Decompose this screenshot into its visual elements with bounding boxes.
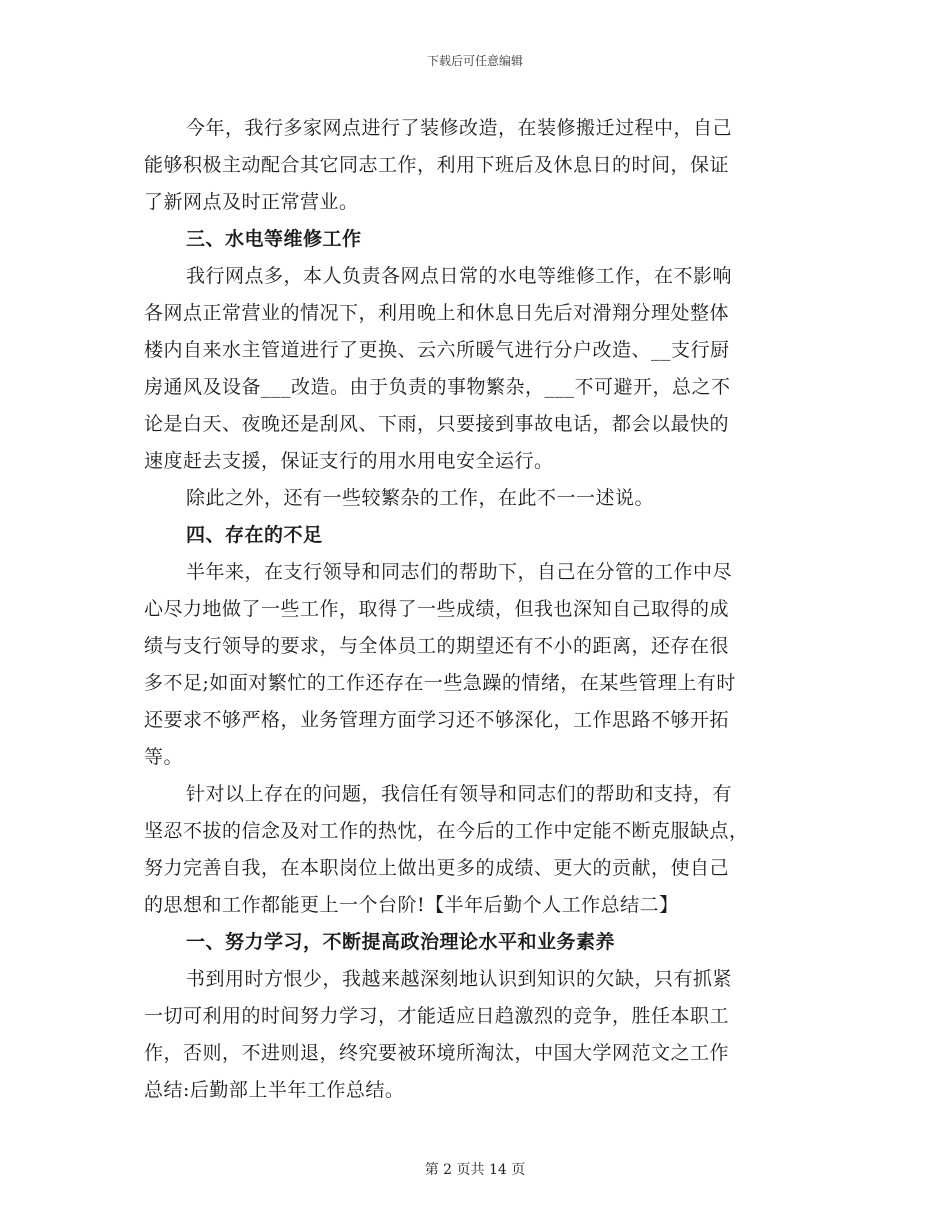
section-heading: 四、存在的不足 <box>186 524 323 546</box>
text-line: 除此之外，还有一些较繁杂的工作，在此不一一述说。 <box>186 487 655 509</box>
page-header: 下载后可任意编辑 <box>426 54 523 68</box>
document-body <box>144 110 806 1109</box>
text-line: 还要求不够严格，业务管理方面学习还不够深化，工作思路不够开拓 <box>144 709 730 731</box>
text-line: 论是白天、夜晚还是刮风、下雨，只要接到事故电话，都会以最快的 <box>144 413 730 435</box>
text-line: 楼内自来水主管道进行了更换、云六所暖气进行分户改造、__支行厨 <box>144 339 730 361</box>
text-line: 一切可利用的时间努力学习，才能适应日趋激烈的竞争，胜任本职工 <box>144 1005 730 1027</box>
text-line: 房通风及设备___改造。由于负责的事物繁杂，___不可避开，总之不 <box>144 376 731 398</box>
text-line: 心尽力地做了一些工作，取得了一些成绩，但我也深知自己取得的成 <box>144 598 730 620</box>
text-line: 半年来，在支行领导和同志们的帮助下，自己在分管的工作中尽 <box>186 561 733 583</box>
page-number: 第 2 页共 14 页 <box>424 1162 526 1178</box>
text-line: 坚忍不拔的信念及对工作的热忱，在今后的工作中定能不断克服缺点， <box>144 820 749 842</box>
text-line: 书到用时方恨少，我越来越深刻地认识到知识的欠缺，只有抓紧 <box>186 968 733 990</box>
section-heading: 三、水电等维修工作 <box>186 228 362 250</box>
text-line: 努力完善自我，在本职岗位上做出更多的成绩、更大的贡献，使自己 <box>144 857 730 879</box>
text-line: 绩与支行领导的要求，与全体员工的期望还有不小的距离，还存在很 <box>144 635 730 657</box>
text-line: 各网点正常营业的情况下，利用晚上和休息日先后对滑翔分理处整体 <box>144 302 730 324</box>
section-heading: 一、努力学习，不断提高政治理论水平和业务素养 <box>186 931 616 953</box>
text-line: 今年，我行多家网点进行了装修改造，在装修搬迁过程中，自己 <box>186 117 733 139</box>
text-line: 了新网点及时正常营业。 <box>144 191 359 213</box>
text-line: 等。 <box>144 746 184 768</box>
text-line: 速度赶去支援，保证支行的用水用电安全运行。 <box>144 450 554 472</box>
text-line: 总结:后勤部上半年工作总结。 <box>144 1079 405 1101</box>
text-line: 的思想和工作都能更上一个台阶!【半年后勤个人工作总结二】 <box>144 894 679 916</box>
text-line: 作，否则，不进则退，终究要被环境所淘汰，中国大学网范文之工作 <box>144 1042 730 1064</box>
text-line: 针对以上存在的问题，我信任有领导和同志们的帮助和支持，有 <box>186 783 733 805</box>
text-line: 我行网点多，本人负责各网点日常的水电等维修工作，在不影响 <box>186 265 733 287</box>
text-line: 能够积极主动配合其它同志工作，利用下班后及休息日的时间，保证 <box>144 154 730 176</box>
text-line: 多不足;如面对繁忙的工作还存在一些急躁的情绪，在某些管理上有时 <box>144 672 736 694</box>
